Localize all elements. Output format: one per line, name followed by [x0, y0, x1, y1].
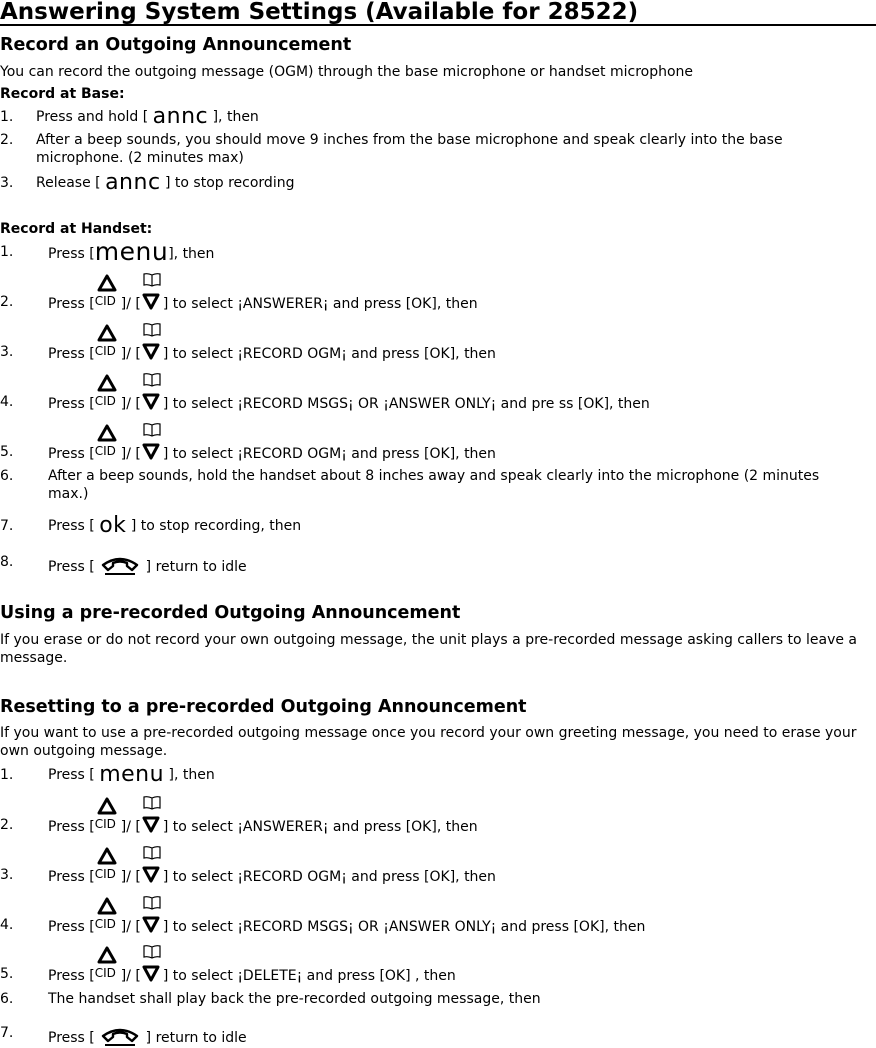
up-arrow-icon: [97, 946, 117, 964]
phonebook-icon: [142, 944, 162, 960]
record-at-base-label: Record at Base:: [0, 86, 125, 102]
down-arrow-icon: [142, 342, 160, 360]
cid-up-key: CID: [95, 322, 121, 362]
cid-up-key: CID: [95, 944, 121, 984]
cid-up-key: CID: [95, 895, 121, 935]
up-arrow-icon: [97, 424, 117, 442]
cid-up-key: CID: [95, 372, 121, 412]
down-arrow-icon: [142, 915, 160, 933]
down-arrow-icon: [142, 292, 160, 310]
up-arrow-icon: [97, 374, 117, 392]
cid-up-key: CID: [95, 795, 121, 835]
phonebook-icon: [142, 795, 162, 811]
book-down-key: [141, 272, 163, 312]
up-arrow-icon: [97, 847, 117, 865]
cid-up-key: CID: [95, 845, 121, 885]
ok-key-icon: ok: [99, 513, 127, 538]
section-text: If you erase or do not record your own outgoing message, the unit plays a pre-recorded message asking callers to leave a message.: [0, 632, 857, 666]
down-arrow-icon: [142, 392, 160, 410]
up-arrow-icon: [97, 897, 117, 915]
menu-key-icon: menu: [99, 762, 165, 787]
section-heading-resetting: Resetting to a pre-recorded Outgoing Announcement: [0, 697, 527, 717]
cid-up-key: CID: [95, 422, 121, 462]
book-down-key: [141, 845, 163, 885]
up-arrow-icon: [97, 324, 117, 342]
menu-key-icon: menu: [94, 237, 169, 266]
phonebook-icon: [142, 272, 162, 288]
phonebook-icon: [142, 372, 162, 388]
phonebook-icon: [142, 845, 162, 861]
book-down-key: [141, 795, 163, 835]
section-heading-record-ogm: Record an Outgoing Announcement: [0, 35, 352, 55]
section-heading-using-prerecorded: Using a pre-recorded Outgoing Announcement: [0, 603, 461, 623]
page-title: Answering System Settings (Available for 28522): [0, 0, 876, 26]
book-down-key: [141, 372, 163, 412]
phonebook-icon: [142, 422, 162, 438]
book-down-key: [141, 322, 163, 362]
book-down-key: [141, 944, 163, 984]
phonebook-icon: [142, 322, 162, 338]
section-intro: You can record the outgoing message (OGM) through the base microphone or handset microphone: [0, 64, 694, 80]
up-arrow-icon: [97, 797, 117, 815]
section-text: If you want to use a pre-recorded outgoing message once you record your own greeting message, you need to erase your own outgoing message.: [0, 725, 857, 759]
up-arrow-icon: [97, 274, 117, 292]
end-call-phone-icon: [99, 553, 141, 577]
book-down-key: [141, 895, 163, 935]
cid-up-key: CID: [95, 272, 121, 312]
record-at-handset-label: Record at Handset:: [0, 221, 153, 237]
end-call-phone-icon: [99, 1024, 141, 1048]
phonebook-icon: [142, 895, 162, 911]
annc-key-icon: annc: [152, 104, 209, 129]
down-arrow-icon: [142, 865, 160, 883]
down-arrow-icon: [142, 964, 160, 982]
book-down-key: [141, 422, 163, 462]
down-arrow-icon: [142, 442, 160, 460]
annc-key-icon: annc: [105, 170, 161, 195]
down-arrow-icon: [142, 815, 160, 833]
